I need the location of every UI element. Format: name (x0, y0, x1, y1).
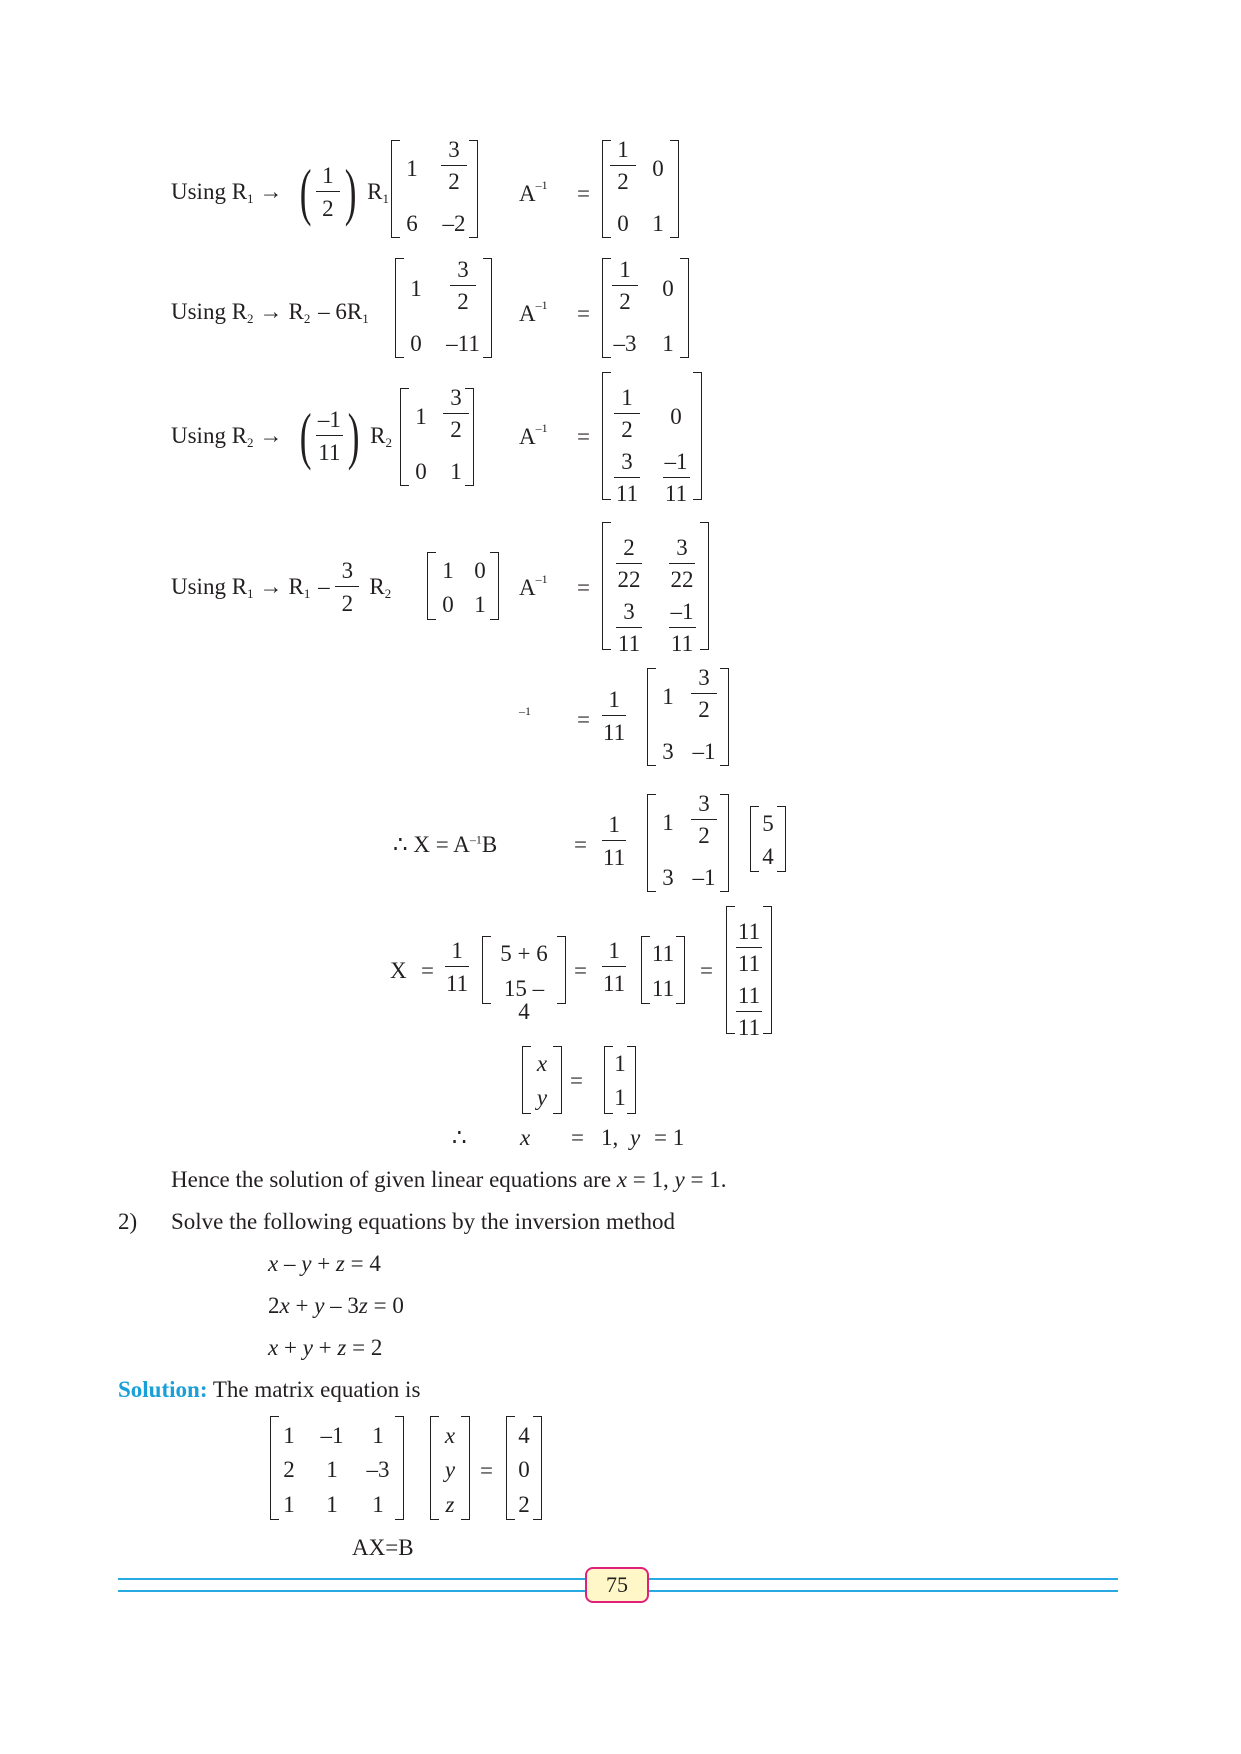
subscript: 1 (247, 586, 254, 601)
right-paren: ) (347, 400, 360, 471)
equals-sign: = (577, 181, 590, 206)
numerator: –1 (316, 408, 343, 436)
denominator: 2 (698, 823, 710, 848)
equals-sign: = (571, 1125, 584, 1150)
numerator: 1 (316, 164, 340, 192)
a-inverse-label (519, 704, 531, 733)
left-matrix (427, 552, 499, 620)
fraction (335, 559, 359, 615)
matrix-cell: 1 (450, 459, 462, 484)
row-symbol: R (367, 179, 383, 204)
arrow: → (259, 299, 283, 324)
numerator: 1 (612, 258, 638, 286)
variable: y (301, 1251, 312, 1276)
matrix-cell: 1 (652, 211, 664, 236)
denominator: 2 (457, 289, 469, 314)
numerator: 3 (450, 258, 476, 286)
numerator: –1 (669, 600, 696, 628)
variable: x (279, 1293, 290, 1318)
matrix-cell: 0 (442, 592, 454, 617)
row-symbol: R (369, 574, 385, 599)
denominator: 11 (446, 971, 469, 996)
step-operation (171, 558, 393, 616)
variable: z (335, 1251, 345, 1276)
matrix-cell: z (445, 1492, 455, 1517)
numerator: 1 (445, 939, 469, 967)
y-variable: y (674, 1167, 685, 1192)
equation-text: + (312, 1335, 338, 1360)
using-text: Using R (171, 299, 248, 324)
solution-text: The matrix equation is (207, 1377, 421, 1402)
scalar-fraction (601, 813, 627, 869)
matrix-cell: 4 (762, 844, 774, 869)
matrix-cell: 1 (406, 156, 418, 181)
matrix-cell: 1 (326, 1492, 338, 1517)
subscript: 1 (382, 191, 390, 206)
equation-line (268, 1293, 404, 1319)
equals-sign: = (577, 301, 590, 326)
numerator: –1 (663, 450, 690, 478)
step-operation (171, 297, 371, 327)
arrow: → (259, 574, 283, 599)
fraction (601, 688, 627, 744)
matrix-cell: 1 (415, 404, 427, 429)
matrix-cell-fraction (605, 536, 653, 591)
equation-line (268, 1251, 381, 1277)
superscript: –1 (535, 572, 548, 587)
left-paren: ( (299, 156, 312, 227)
denominator: 2 (448, 169, 460, 194)
equals-sign: = (577, 707, 590, 732)
coefficient-matrix-a (270, 1416, 404, 1520)
fraction (601, 813, 627, 869)
variable-vector-x (430, 1416, 470, 1520)
problem-number: 2) (118, 1209, 138, 1234)
denominator: 11 (603, 720, 626, 745)
using-text: Using R (171, 574, 248, 599)
matrix-cell: 1 (410, 276, 422, 301)
x-symbol: X (390, 958, 407, 983)
numerator: 3 (441, 138, 467, 166)
matrix-cell-fraction (430, 138, 478, 193)
subscript: 2 (384, 586, 392, 601)
numerator: 1 (602, 813, 626, 841)
conclusion-mid: = 1, (627, 1167, 675, 1192)
matrix-cell: 0 (518, 1457, 530, 1482)
numerator: 3 (691, 792, 717, 820)
equation-text: + (278, 1335, 303, 1360)
matrix-cell-fraction (603, 450, 651, 505)
matrix-cell: 15 – 4 (503, 976, 545, 1024)
a-inverse-label (519, 298, 548, 327)
variable: x (268, 1251, 279, 1276)
result-vector (641, 936, 685, 1004)
denominator: 11 (670, 631, 694, 656)
numerator: 1 (602, 939, 626, 967)
fraction-vector (726, 906, 772, 1040)
fraction (316, 164, 340, 220)
matrix-cell: 0 (415, 459, 427, 484)
numerator: 11 (736, 920, 762, 948)
numerator: 3 (335, 559, 359, 587)
denominator: 2 (322, 196, 334, 221)
matrix-cell: 1 (662, 331, 674, 356)
denominator: 2 (617, 169, 629, 194)
step-operation (171, 156, 391, 227)
left-paren: ( (299, 400, 312, 471)
subscript: 2 (247, 435, 254, 450)
sum-vector (482, 936, 566, 1024)
equals-sign: = (480, 1458, 493, 1483)
variable: x (268, 1335, 279, 1360)
matrix-cell: 4 (518, 1423, 530, 1448)
a-symbol: A (519, 181, 536, 206)
parenthesized-fraction (295, 156, 362, 227)
matrix-cell: 0 (670, 404, 682, 429)
fraction (601, 939, 627, 995)
numerator: 3 (614, 450, 640, 478)
row-term: – 6R (312, 299, 363, 324)
a-inverse-label (519, 178, 548, 207)
numerator: 3 (691, 666, 717, 694)
problem-statement: Solve the following equations by the inversion method (171, 1209, 676, 1234)
y-value: = 1 (654, 1125, 685, 1150)
matrix-cell-fraction (680, 666, 728, 721)
denominator: 11 (615, 481, 639, 506)
matrix-cell: 5 (762, 811, 774, 836)
denominator: 22 (670, 567, 694, 592)
denominator: 11 (603, 971, 626, 996)
subscript: 1 (247, 191, 254, 206)
matrix-cell: 3 (662, 739, 674, 764)
numerator: 3 (616, 600, 642, 628)
equation-text: – 3 (324, 1293, 359, 1318)
a-symbol: A (519, 301, 536, 326)
left-matrix (400, 385, 474, 486)
inverse-matrix (602, 258, 689, 358)
matrix-cell: 1 (614, 1051, 626, 1076)
equation-text: = 0 (367, 1293, 404, 1318)
inverse-matrix (602, 372, 702, 506)
superscript: –1 (519, 704, 531, 719)
matrix-cell-fraction (658, 536, 706, 591)
matrix-cell: 11 (651, 941, 675, 966)
subscript: 1 (362, 311, 369, 326)
matrix-cell: 0 (652, 156, 664, 181)
using-text: Using R (171, 423, 248, 448)
scalar-fraction (601, 939, 627, 995)
row-symbol: R (370, 423, 386, 448)
fraction (316, 408, 343, 464)
equals-sign: = (700, 958, 713, 983)
subscript: 2 (303, 311, 311, 326)
subscript: 1 (303, 586, 311, 601)
numerator: 11 (736, 984, 762, 1012)
numerator: 3 (669, 536, 695, 564)
scalar-fraction (601, 688, 627, 744)
inverse-result-matrix (647, 665, 729, 766)
matrix-cell: 0 (474, 558, 486, 583)
fraction (444, 939, 470, 995)
matrix-cell: –1 (692, 865, 716, 890)
equation-text: + (289, 1293, 315, 1318)
matrix-cell: 11 (651, 976, 675, 1001)
inverse-matrix (602, 522, 709, 656)
scalar-fraction (444, 939, 470, 995)
matrix-cell: 1 (662, 684, 674, 709)
equation-text: 2 (268, 1293, 280, 1318)
therefore-symbol: ∴ (452, 1125, 467, 1150)
matrix-cell: 1 (474, 592, 486, 617)
a-inverse-label (519, 421, 548, 450)
matrix-cell-fraction (432, 386, 480, 441)
lhs-end: B (481, 832, 498, 857)
a-inverse-label (519, 572, 548, 601)
matrix-cell: 3 (662, 865, 674, 890)
matrix-cell: 1 (283, 1423, 295, 1448)
conclusion-lead: Hence the solution of given linear equations are (171, 1167, 617, 1192)
minus: – (312, 574, 336, 599)
arrow: → (259, 179, 283, 204)
row-symbol: R (288, 299, 304, 324)
equals-sign: = (570, 1068, 583, 1093)
equals-sign: = (574, 832, 587, 857)
matrix-cell-fraction (652, 450, 700, 505)
matrix-cell-fraction (725, 984, 773, 1039)
denominator: 11 (737, 1015, 761, 1040)
numerator: 2 (616, 536, 642, 564)
matrix-cell: y (536, 1085, 548, 1110)
arrow: → (259, 423, 283, 448)
variable-vector (522, 1046, 562, 1114)
numerator: 1 (614, 386, 640, 414)
matrix-cell: x (444, 1423, 456, 1448)
matrix-cell: –1 (320, 1423, 344, 1448)
constant-vector-b (506, 1416, 542, 1520)
numerator: 1 (602, 688, 626, 716)
equals-sign: = (577, 575, 590, 600)
x-equation-lhs (393, 832, 497, 858)
matrix-cell: 1 (283, 1492, 295, 1517)
a-symbol: A (519, 575, 536, 600)
matrix-cell: 0 (410, 331, 422, 356)
equals-sign: = (421, 958, 434, 983)
inverse-matrix (602, 137, 679, 238)
equation-text: – (278, 1251, 302, 1276)
equals-sign: = (574, 958, 587, 983)
equation-text: + (311, 1251, 336, 1276)
matrix-cell: 1 (372, 1423, 384, 1448)
value-one: 1, (601, 1125, 619, 1150)
matrix-cell: –3 (366, 1457, 390, 1482)
denominator: 11 (737, 951, 761, 976)
a-symbol: A (519, 424, 536, 449)
matrix-cell: 1 (662, 810, 674, 835)
parenthesized-fraction (295, 400, 365, 471)
matrix-equation-caption: AX=B (352, 1535, 414, 1560)
superscript: –1 (535, 298, 548, 313)
equals-sign: = (577, 424, 590, 449)
matrix-cell: 1 (442, 558, 454, 583)
y-variable: y (630, 1125, 641, 1150)
matrix-cell-fraction (601, 258, 649, 313)
matrix-cell: –1 (692, 739, 716, 764)
page-number: 75 (585, 1567, 649, 1603)
matrix-cell: 0 (617, 211, 629, 236)
numerator: 3 (443, 386, 469, 414)
matrix-cell: y (444, 1457, 456, 1482)
lhs-text: ∴ X = A (393, 832, 470, 857)
equation-line (268, 1335, 382, 1361)
matrix-cell-fraction (603, 386, 651, 441)
matrix-cell: 6 (406, 211, 418, 236)
denominator: 2 (698, 697, 710, 722)
denominator: 22 (617, 567, 641, 592)
x-variable: x (520, 1125, 531, 1150)
superscript: –1 (469, 832, 482, 847)
constant-vector (750, 806, 786, 872)
denominator: 11 (664, 481, 688, 506)
matrix-cell: 2 (283, 1457, 295, 1482)
using-text: Using R (171, 179, 248, 204)
superscript: –1 (535, 421, 548, 436)
matrix-cell-fraction (605, 600, 653, 655)
denominator: 2 (619, 289, 631, 314)
solution-vector (604, 1046, 636, 1114)
matrix-cell: 2 (518, 1492, 530, 1517)
matrix-cell: –2 (442, 211, 466, 236)
solution-line (118, 1377, 420, 1403)
left-matrix (391, 137, 478, 238)
variable: z (337, 1335, 347, 1360)
denominator: 2 (450, 417, 462, 442)
matrix-cell: 1 (372, 1492, 384, 1517)
conclusion-end: = 1. (684, 1167, 727, 1192)
conclusion-text (171, 1167, 726, 1193)
matrix-cell: x (536, 1051, 548, 1076)
matrix-cell: –3 (613, 331, 637, 356)
x-variable: x (616, 1167, 628, 1192)
right-paren: ) (344, 156, 357, 227)
equation-text: = 2 (346, 1335, 383, 1360)
matrix-cell: 5 + 6 (500, 941, 548, 966)
matrix-cell: –11 (446, 331, 480, 356)
step-operation (171, 400, 394, 471)
matrix-cell: 1 (326, 1457, 338, 1482)
row-symbol: R (288, 574, 304, 599)
matrix-cell: 1 (614, 1085, 626, 1110)
denominator: 2 (341, 591, 354, 616)
denominator: 11 (318, 440, 341, 465)
matrix-cell-fraction (439, 258, 487, 313)
subscript: 2 (247, 311, 254, 326)
solution-label: Solution: (118, 1377, 208, 1402)
matrix-cell-fraction (658, 600, 706, 655)
equation-text: = 4 (344, 1251, 381, 1276)
subscript: 2 (385, 435, 393, 450)
matrix-cell-fraction (680, 792, 728, 847)
matrix-cell: 0 (662, 276, 674, 301)
superscript: –1 (535, 178, 548, 193)
coefficient-matrix (647, 791, 729, 892)
variable: y (314, 1293, 325, 1318)
denominator: 11 (617, 631, 641, 656)
matrix-cell-fraction (725, 920, 773, 975)
variable: z (358, 1293, 368, 1318)
denominator: 2 (621, 417, 633, 442)
left-matrix (395, 258, 492, 358)
numerator: 1 (610, 138, 636, 166)
denominator: 11 (603, 845, 626, 870)
variable: y (302, 1335, 313, 1360)
